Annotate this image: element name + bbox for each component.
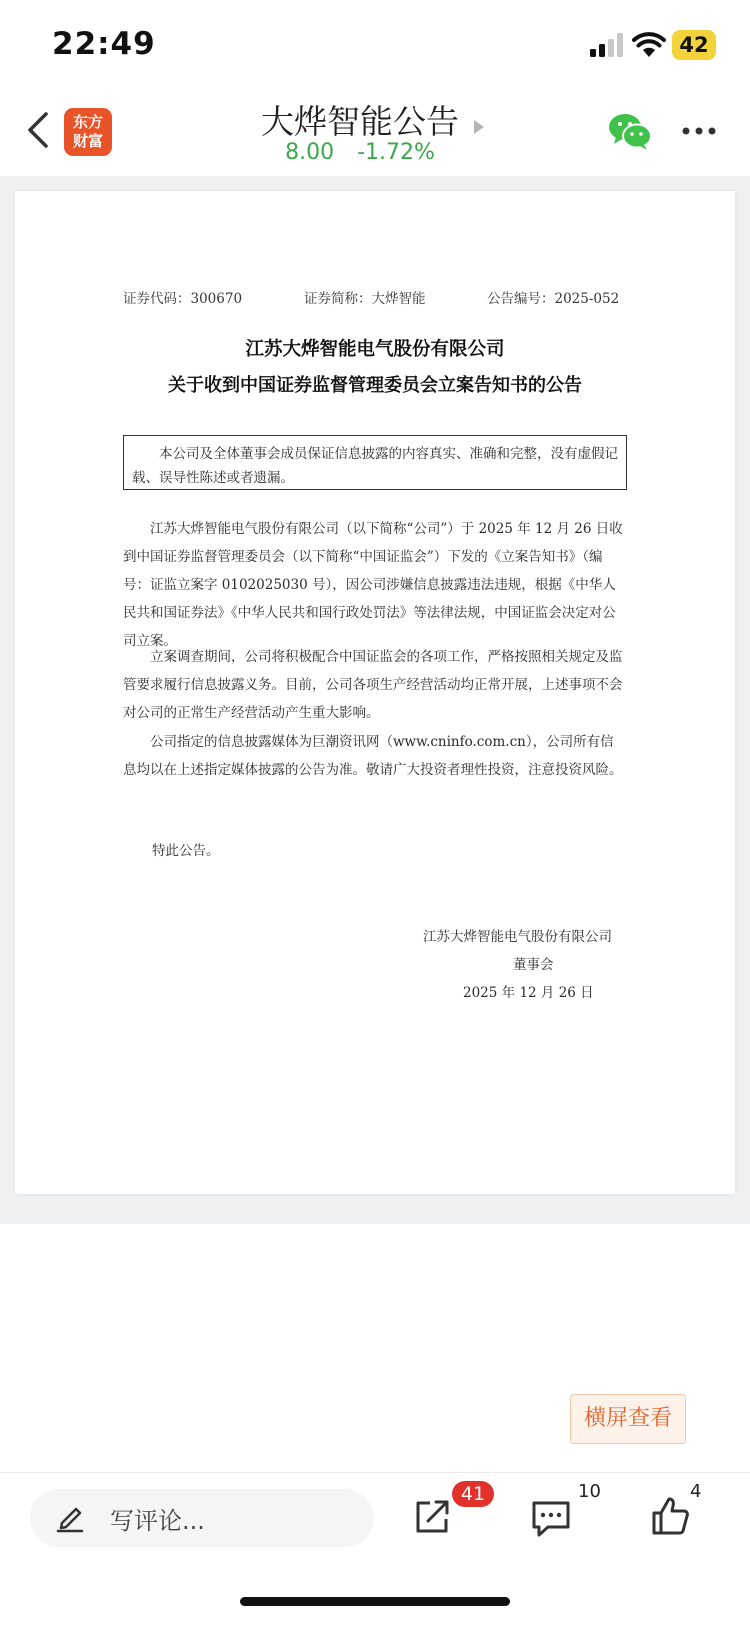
cellular-signal-icon — [590, 33, 626, 57]
app-logo — [64, 108, 112, 156]
announcement-number: 公告编号：2025-052 — [487, 291, 620, 307]
share-icon[interactable] — [412, 1497, 452, 1537]
stock-price: 8.00 — [285, 140, 335, 165]
wechat-share-icon[interactable] — [608, 112, 652, 152]
status-bar — [0, 0, 750, 90]
status-time: 22:49 — [52, 26, 156, 62]
like-count: 4 — [690, 1481, 702, 1502]
battery-indicator: 42 — [672, 30, 716, 60]
paragraph-1: 江苏大烨智能电气股份有限公司（以下简称“公司”）于 2025 年 12 月 26 日收到中国证券监督管理委员会（以下简称“中国证监会”）下发的《立案告知书》（编号：证监立案字 0102025030 号），因公司涉嫌信息披露违法违规，根据《中华人民共和国证券法》《中华人民共和国行政处罚法》等法律法规，中国证监会决定对公司立案。 — [123, 521, 623, 649]
price-row — [200, 140, 520, 165]
comment-input[interactable] — [30, 1489, 374, 1547]
app-logo-line1: 东方 — [72, 113, 103, 131]
stock-name: 证券简称：大烨智能 — [304, 291, 426, 307]
signature-board: 董事会 — [513, 957, 554, 973]
thumbs-up-icon[interactable] — [650, 1495, 690, 1537]
title-expand-icon[interactable] — [474, 120, 484, 134]
price-change: -1.72% — [357, 140, 435, 165]
signature-date: 2025 年 12 月 26 日 — [463, 985, 594, 1001]
wifi-icon — [632, 30, 666, 58]
document-viewer[interactable] — [0, 177, 750, 1224]
page-title[interactable]: 大烨智能公告 — [261, 102, 459, 141]
share-count-badge: 41 — [452, 1481, 494, 1507]
paragraph-2: 立案调查期间，公司将积极配合中国证监会的各项工作，严格按照相关规定及监管要求履行信息披露义务。目前，公司各项生产经营活动均正常开展，上述事项不会对公司的正常生产经营活动产生重大影响。 — [123, 649, 623, 721]
pencil-icon — [56, 1503, 84, 1533]
comment-placeholder: 写评论... — [110, 1507, 205, 1535]
bottom-action-bar — [0, 1472, 750, 1625]
paragraph-3: 公司指定的信息披露媒体为巨潮资讯网（www.cninfo.com.cn），公司所有信息均以在上述指定媒体披露的公告为准。敬请广大投资者理性投资，注意投资风险。 — [123, 734, 623, 778]
comment-icon[interactable] — [530, 1499, 572, 1539]
app-logo-line2: 财富 — [72, 132, 103, 150]
stock-code: 证券代码：300670 — [123, 291, 243, 307]
disclaimer-box: 本公司及全体董事会成员保证信息披露的内容真实、准确和完整，没有虚假记载、误导性陈述或者遗漏。 — [123, 435, 627, 490]
company-title: 江苏大烨智能电气股份有限公司 — [245, 339, 505, 360]
announcement-page — [15, 191, 735, 1194]
landscape-view-button[interactable]: 横屏查看 — [570, 1394, 686, 1444]
more-options-icon[interactable] — [682, 126, 716, 136]
closing-text: 特此公告。 — [152, 843, 220, 859]
announcement-title: 关于收到中国证券监督管理委员会立案告知书的公告 — [168, 375, 582, 396]
signature-company: 江苏大烨智能电气股份有限公司 — [423, 929, 612, 945]
back-arrow-icon[interactable] — [26, 110, 50, 150]
home-indicator[interactable] — [240, 1597, 510, 1606]
comment-count: 10 — [578, 1481, 601, 1502]
header-bar — [0, 90, 750, 177]
